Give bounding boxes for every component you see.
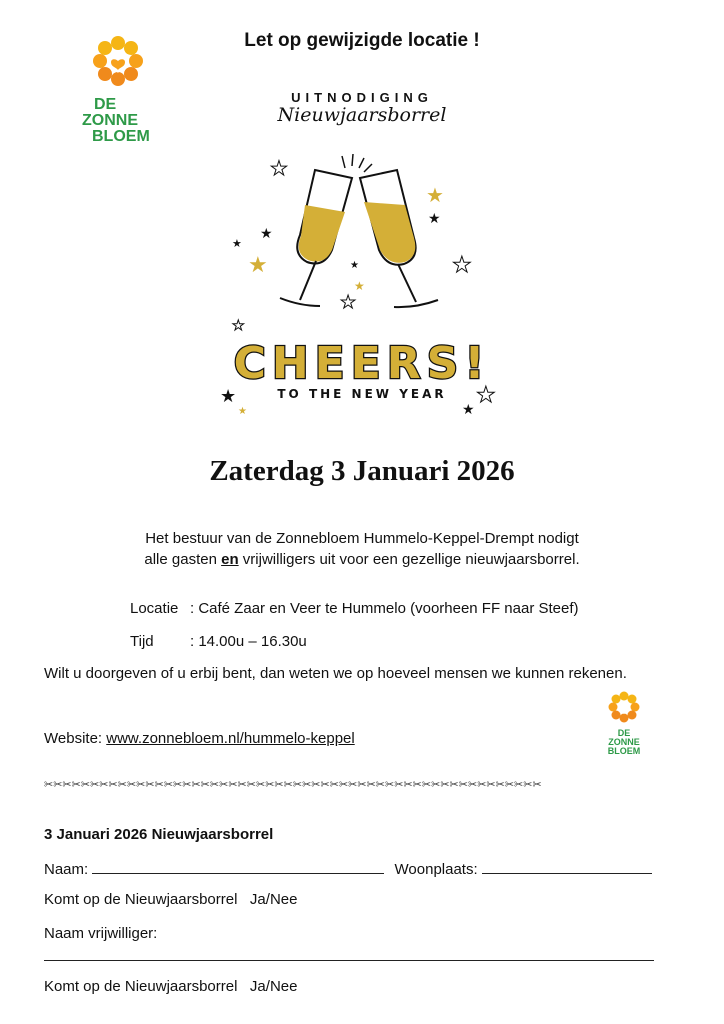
svg-text:★: ★ [232, 237, 242, 250]
cheers-heading: CHEERS! [233, 338, 491, 389]
time-label: Tijd [130, 633, 154, 650]
time-value: : 14.00u – 16.30u [190, 633, 307, 650]
location-value: : Café Zaar en Veer te Hummelo (voorheen FF naar Steef) [190, 600, 579, 617]
logo-text-line3: BLOEM [607, 746, 641, 756]
intro-paragraph [0, 528, 724, 570]
attendance-row-2: Komt op de Nieuwjaarsborrel Ja/Nee [44, 978, 298, 995]
volunteer-name-field[interactable] [44, 960, 654, 961]
location-row [130, 600, 579, 617]
svg-text:★: ★ [238, 406, 247, 417]
intro-line-1: Het bestuur van de Zonnebloem Hummelo-Keppel-Drempt nodigt [145, 530, 579, 547]
website-label: Website: [44, 730, 107, 747]
intro-line-2 [0, 549, 724, 570]
svg-text:★: ★ [260, 226, 273, 242]
website-link[interactable]: www.zonnebloem.nl/hummelo-keppel [106, 730, 355, 747]
name-row [44, 859, 652, 878]
residence-field[interactable] [482, 859, 652, 874]
svg-text:★: ★ [340, 292, 357, 313]
invitation-label: UITNODIGING [291, 90, 433, 105]
intro-text: alle gasten [144, 551, 222, 568]
svg-text:★: ★ [270, 156, 288, 180]
time-row [130, 633, 307, 650]
logo-text-line3: BLOEM [92, 128, 150, 145]
event-date: Zaterdag 3 Januari 2026 [209, 455, 515, 487]
zonnebloem-logo-small [598, 690, 650, 756]
location-change-notice: Let op gewijzigde locatie ! [244, 30, 480, 51]
svg-text:★: ★ [476, 383, 496, 408]
sunflower-icon [78, 34, 158, 92]
invitation-subtitle: Nieuwjaarsborrel [277, 104, 447, 126]
attendance-row-1: Komt op de Nieuwjaarsborrel Ja/Nee [44, 891, 298, 908]
svg-text:★: ★ [462, 402, 475, 418]
location-label: Locatie [130, 600, 179, 617]
svg-text:★: ★ [426, 183, 444, 207]
sunflower-icon [598, 690, 650, 724]
cut-line: ✂✂✂✂✂✂✂✂✂✂✂✂✂✂✂✂✂✂✂✂✂✂✂✂✂✂✂✂✂✂✂✂✂✂✂✂✂✂✂✂✂✂✂✂✂✂✂✂✂✂✂✂✂✂ [44, 779, 542, 791]
zonnebloem-logo [78, 34, 158, 144]
svg-text:★: ★ [354, 279, 365, 293]
form-title: 3 Januari 2026 Nieuwjaarsborrel [44, 826, 274, 843]
name-field[interactable] [92, 859, 384, 874]
website-row [44, 730, 355, 747]
svg-text:★: ★ [248, 253, 268, 278]
logo-text-line1: DE [94, 96, 117, 113]
svg-text:★: ★ [232, 318, 245, 334]
residence-label: Woonplaats: [394, 861, 482, 878]
volunteer-name-label: Naam vrijwilliger: [44, 925, 158, 942]
intro-emphasis: en [221, 551, 239, 568]
cheers-tagline: TO THE NEW YEAR [277, 387, 447, 401]
logo-text-line1: DE [617, 728, 631, 738]
svg-text:★: ★ [220, 386, 237, 407]
svg-text:★: ★ [452, 253, 472, 278]
intro-text: vrijwilligers uit voor een gezellige nieuwjaarsborrel. [238, 551, 580, 568]
svg-text:★: ★ [350, 260, 359, 271]
logo-text-line2: ZONNE [82, 112, 138, 129]
cheers-illustration [212, 150, 512, 420]
logo-text-line2: ZONNE [608, 737, 640, 747]
champagne-glass-left-icon [280, 170, 352, 306]
svg-text:★: ★ [428, 211, 441, 227]
rsvp-text: Wilt u doorgeven of u erbij bent, dan weten we op hoeveel mensen we kunnen rekenen. [44, 665, 627, 682]
name-label: Naam: [44, 861, 93, 878]
